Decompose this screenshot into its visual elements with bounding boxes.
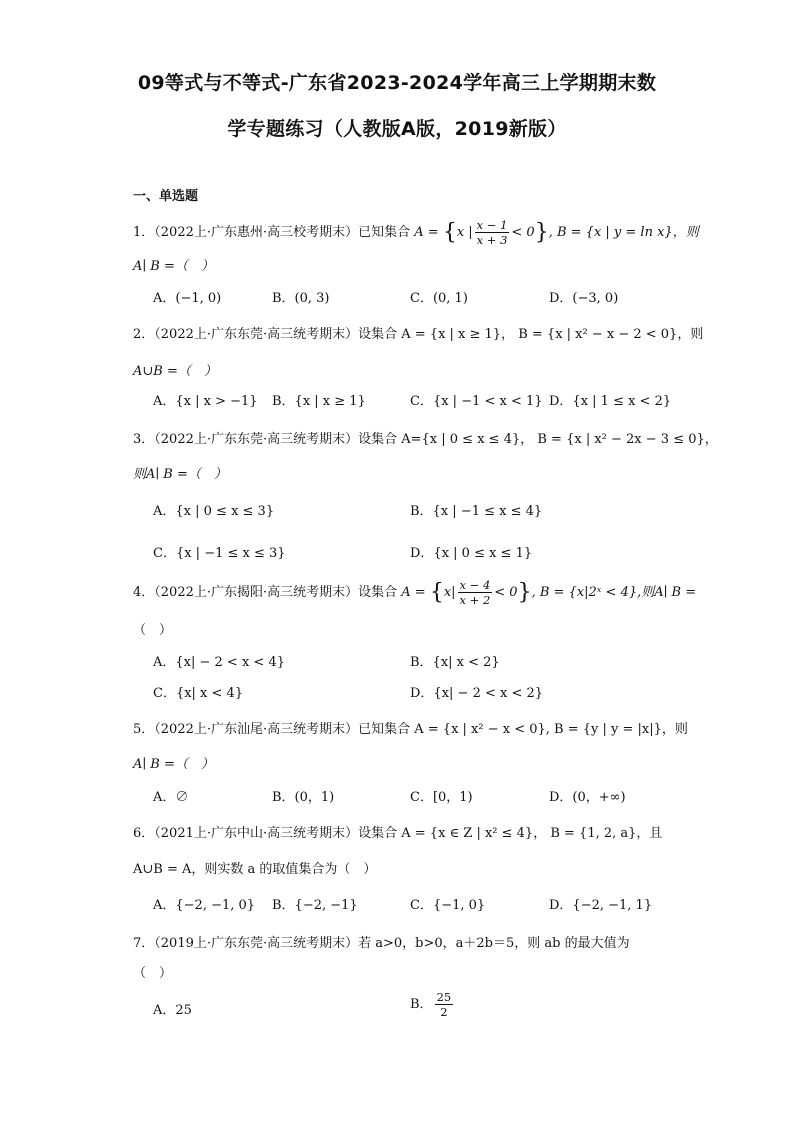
question-4-set-a-label: A = [401, 585, 430, 600]
question-1-option-b: B．(0, 3) [272, 291, 330, 306]
question-6-continuation: A∪B = A，则实数 a 的取值集合为（ ） [133, 862, 377, 877]
question-3-option-d: D．{x | 0 ≤ x ≤ 1} [410, 546, 533, 561]
question-4-continuation: （ ） [133, 623, 173, 638]
question-1-option-d: D．(−3, 0) [549, 291, 619, 306]
question-3-option-a: A．{x | 0 ≤ x ≤ 3} [153, 504, 275, 519]
question-7-option-b-fraction [435, 990, 454, 1019]
question-5-option-d: D．(0，+∞) [549, 790, 626, 805]
question-4-option-d: D．{x| − 2 < x < 2} [410, 686, 544, 701]
question-5-option-c: C．[0，1) [410, 790, 473, 805]
fraction-numerator: x − 1 [476, 218, 508, 232]
question-7-option-b [410, 990, 455, 1019]
question-2-option-c: C．{x | −1 < x < 1} [410, 394, 543, 409]
question-1-option-a: A．(−1, 0) [153, 291, 222, 306]
question-7-continuation: （ ） [133, 966, 173, 981]
question-4-option-c: C．{x| x < 4} [153, 686, 244, 701]
question-5: 5．（2022上·广东汕尾·高三统考期末）已知集合 A = {x | x² − x < 0}, B = {y | y = |x|}，则 [133, 722, 688, 737]
question-7-option-a: A．25 [153, 1003, 192, 1018]
question-2-option-a: A．{x | x > −1} [153, 394, 258, 409]
question-4-source: 4．（2022上·广东揭阳·高三统考期末）设集合 [133, 585, 398, 600]
question-1 [133, 218, 699, 247]
question-3-option-c: C．{x | −1 ≤ x ≤ 3} [153, 546, 286, 561]
question-1-set-b: , B = {x | y = ln x}，则 [548, 225, 699, 240]
question-1-continuation: A∣ B =（ ） [133, 259, 214, 274]
question-4-fraction [458, 578, 493, 607]
question-2: 2．（2022上·广东东莞·高三统考期末）设集合 A = {x | x ≥ 1}， B = {x | x² − x − 2 < 0}，则 [133, 327, 704, 342]
fraction-denominator: x + 2 [459, 593, 491, 607]
question-6-option-d: D．{−2, −1, 1} [549, 898, 653, 913]
fraction-numerator: x − 4 [459, 578, 491, 592]
question-6-option-b: B．{−2, −1} [272, 898, 358, 913]
right-brace-icon: } [534, 220, 549, 245]
question-5-option-b: B．(0，1) [272, 790, 335, 805]
question-4-set-a-condition: < 0 [494, 585, 518, 600]
question-4-option-a: A．{x| − 2 < x < 4} [153, 655, 285, 670]
document-title-line-1: 09等式与不等式-广东省2023-2024学年高三上学期期末数 [137, 72, 657, 94]
question-3-continuation: 则A∣ B =（ ） [133, 467, 227, 482]
question-4 [133, 578, 696, 607]
question-6-option-a: A．{−2, −1, 0} [153, 898, 256, 913]
question-6: 6．（2021上·广东中山·高三统考期末）设集合 A = {x ∈ Z | x² ≤ 4}， B = {1, 2, a}，且 [133, 826, 663, 841]
question-4-set-b: , B = {x|2ˣ < 4},则A∣ B = [531, 585, 697, 600]
fraction-denominator: x + 3 [476, 233, 508, 247]
question-1-set-a-var: x | [456, 225, 473, 240]
fraction-numerator: 25 [436, 990, 452, 1004]
question-3: 3．（2022上·广东东莞·高三统考期末）设集合 A={x | 0 ≤ x ≤ 4}， B = {x | x² − 2x − 3 ≤ 0}， [133, 432, 718, 447]
right-brace-icon: } [517, 580, 532, 605]
document-title-line-2: 学专题练习（人教版A版，2019新版） [227, 118, 567, 140]
question-3-option-b: B．{x | −1 ≤ x ≤ 4} [410, 504, 543, 519]
question-1-fraction [475, 218, 510, 247]
question-5-option-a: A．∅ [153, 790, 189, 805]
question-6-option-c: C．{−1, 0} [410, 898, 486, 913]
question-7: 7．（2019上·广东东莞·高三统考期末）若 a>0，b>0，a＋2b＝5，则 ab 的最大值为 [133, 936, 630, 951]
option-letter: B． [410, 997, 433, 1012]
question-1-set-a-label: A = [414, 225, 443, 240]
question-1-option-c: C．(0, 1) [410, 291, 468, 306]
question-5-continuation: A∣ B =（ ） [133, 757, 214, 772]
section-heading: 一、单选题 [133, 189, 199, 204]
fraction-denominator: 2 [440, 1005, 448, 1019]
question-4-set-a-var: x| [443, 585, 456, 600]
question-1-source: 1．（2022上·广东惠州·高三校考期末）已知集合 [133, 225, 411, 240]
left-brace-icon: { [429, 580, 444, 605]
question-2-continuation: A∪B =（ ） [133, 364, 217, 379]
question-2-option-d: D．{x | 1 ≤ x < 2} [549, 394, 672, 409]
question-4-option-b: B．{x| x < 2} [410, 655, 500, 670]
question-2-option-b: B．{x | x ≥ 1} [272, 394, 366, 409]
question-1-set-a-condition: < 0 [511, 225, 535, 240]
left-brace-icon: { [442, 220, 457, 245]
